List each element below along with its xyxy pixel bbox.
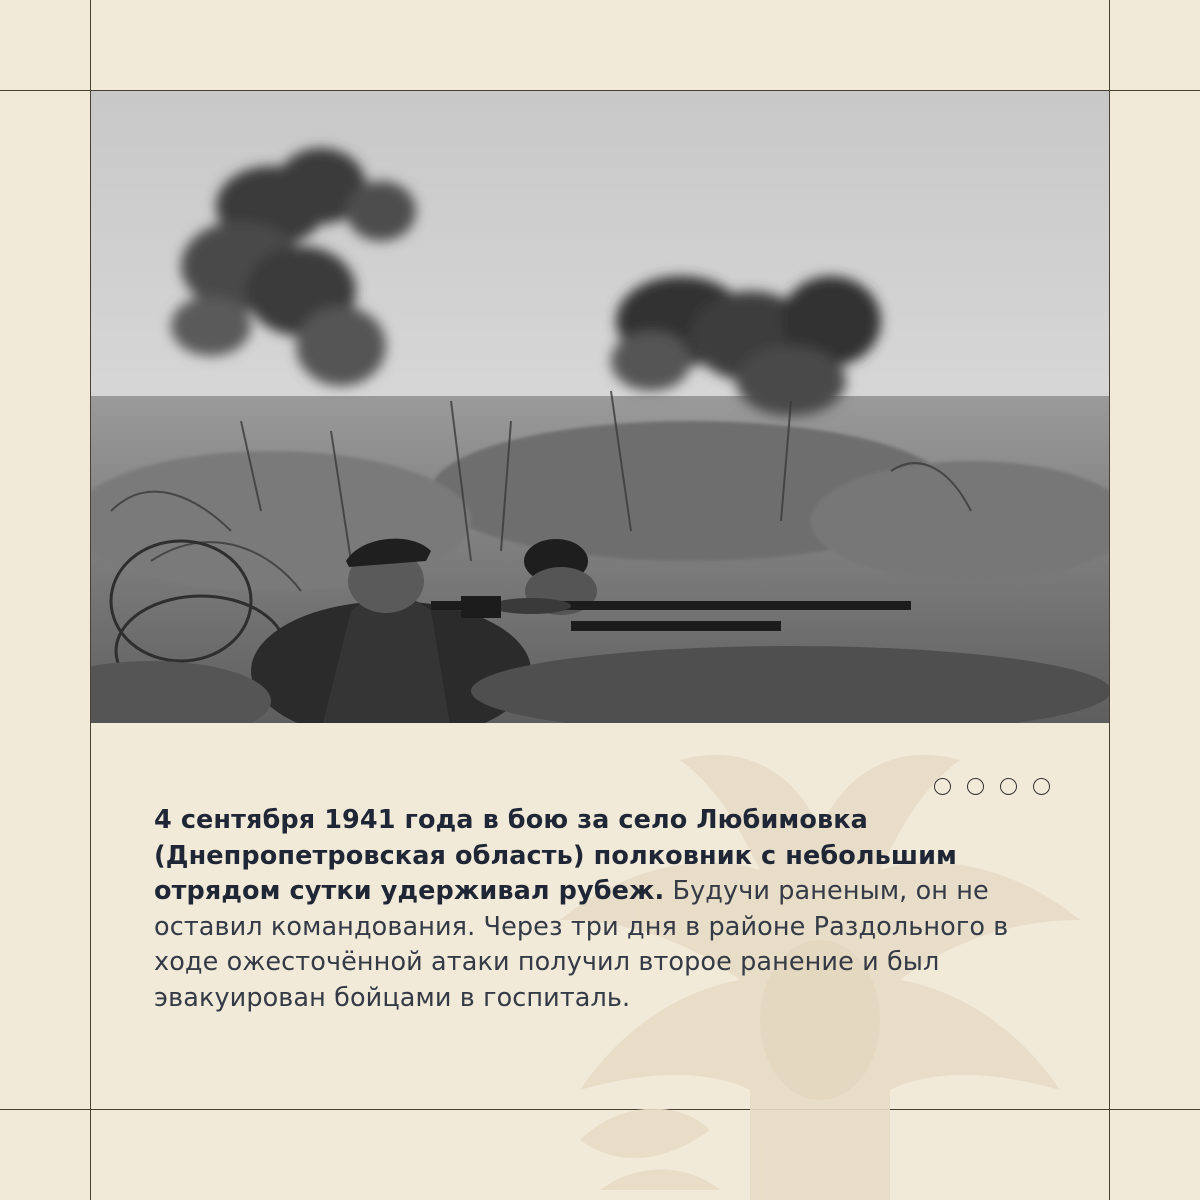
pagination-dot[interactable] [967,778,984,795]
battle-photograph [91,91,1109,723]
caption-body: Будучи раненым, он не оставил командования. Через три дня в районе Раздольного в ходе ожесточённой атаки получил второе ранение и был эвакуирован бойцами в госпиталь. [154,876,1009,1013]
pagination-dot[interactable] [1000,778,1017,795]
caption-text [154,803,1034,1017]
pagination-dot[interactable] [1033,778,1050,795]
caption-bold: 4 сентября 1941 года в бою за село Любимовка (Днепропетровская область) полковник с небольшим отрядом сутки удерживал рубеж. [154,805,957,907]
pagination-dots [934,778,1050,795]
pagination-dot[interactable] [934,778,951,795]
